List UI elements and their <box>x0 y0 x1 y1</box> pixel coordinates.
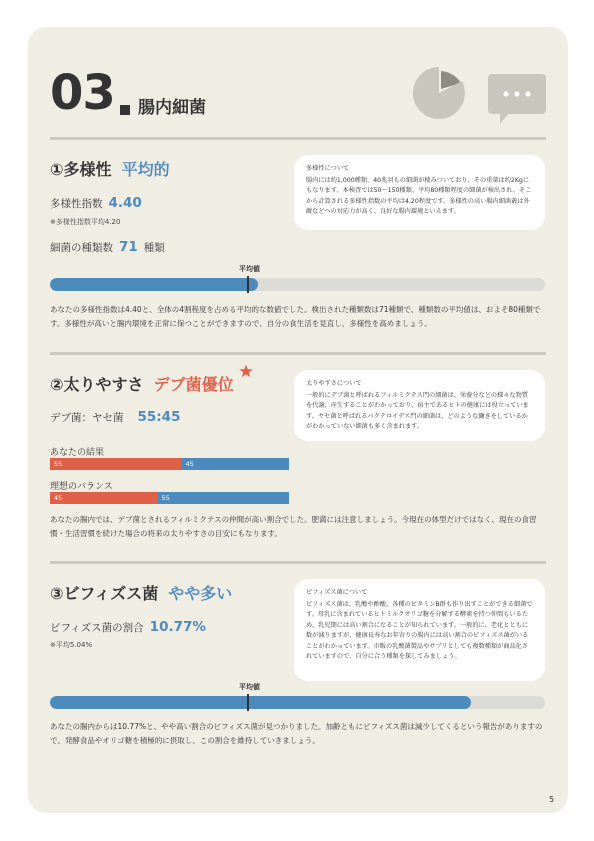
star-icon <box>239 364 253 378</box>
obesity-ratio <box>50 409 180 425</box>
result-bar-thin: 45 <box>181 458 289 470</box>
section-number: 03 <box>50 65 115 121</box>
ideal-bar-thin: 55 <box>158 492 289 504</box>
divider <box>50 137 546 140</box>
species-count-label: 細菌の種類数 <box>50 242 113 254</box>
bifido-ratio-value: 10.77% <box>149 619 206 635</box>
ideal-bar-fat: 45 <box>50 492 158 504</box>
result-bar <box>50 458 289 470</box>
bifido-ratio-label: ビフィズス菌の割合 <box>50 622 144 634</box>
result-label: あなたの結果 <box>50 448 105 458</box>
diversity-bar <box>50 278 545 291</box>
bifido-bar-fill <box>50 696 471 709</box>
section-number-dot <box>120 105 130 115</box>
bifido-ratio <box>50 619 206 635</box>
diversity-average-marker <box>247 276 249 293</box>
bifido-info-title: ビフィズス菌について <box>306 589 368 596</box>
bifido-heading <box>50 581 232 604</box>
ideal-bar <box>50 492 289 504</box>
bifido-average-marker <box>247 694 249 711</box>
speech-bubble-icon <box>488 74 546 128</box>
diversity-info-box <box>294 155 545 230</box>
diversity-paragraph: あなたの多様性指数は4.40と、全体の4割程度を占める平均的な数値でした。検出された種類数は71種類で、種類数の平均値は、およそ80種類です。多様性が高いと腸内環境を正常に保つことができますので、自分の食生活を見直し、多様性を高めましょう。 <box>50 305 541 328</box>
ideal-label: 理想のバランス <box>50 482 113 492</box>
diversity-index-value: 4.40 <box>108 195 142 211</box>
pie-chart-icon <box>413 57 465 121</box>
obesity-ratio-label: デブ菌：ヤセ菌 <box>50 412 124 424</box>
bifido-average-label: 平均値 <box>239 683 260 691</box>
obesity-ratio-value: 55:45 <box>137 409 181 425</box>
species-count-unit: 種類 <box>143 242 165 254</box>
diversity-index-label: 多様性指数 <box>50 198 103 210</box>
bifido-paragraph: あなたの腸内からは10.77%と、やや高い割合のビフィズス菌が見つかりました。加齢ともにビフィズス菌は減少してくるという報告がありますので、発酵食品やオリゴ糖を積極的に摂取し、この割合を維持していきましょう。 <box>50 722 543 745</box>
obesity-heading <box>50 372 234 395</box>
page-card <box>28 27 568 813</box>
diversity-level: 平均的 <box>121 160 170 179</box>
obesity-level: デブ菌優位 <box>153 375 234 394</box>
bifido-bar <box>50 696 545 709</box>
bifido-info-body: ビフィズス菌は、乳酸や酢酸、各種のビタミンB群も作り出すことができる細菌です。母乳に含まれているヒトミルクオリゴ糖を分解する酵素を持つ仲間もいるため、乳児期には高い割合になることが知られています。一般的に、老化とともに数が減りますが、健康長寿なお年寄りの腸内には高い割合のビフィズス菌がいることがわかっています。市販の乳酸菌製品やサプリとしても複数種類が商品化されていますので、自分に合う種類を探してみましょう。 <box>306 600 533 660</box>
obesity-info-body: 一般的にデブ菌と呼ばれるフィルミクテス門の細菌は、栄養分などの様々な物質を代謝、産生することがわかっており、宿主であるヒトの健康には役立っています。ヤセ菌と呼ばれるバクテロイデス門の細菌は、どのような働きをしているかがわかっていない細菌も多く含まれます。 <box>306 391 529 430</box>
diversity-title: ①多様性 <box>50 160 112 179</box>
bifido-level: やや多い <box>168 584 233 603</box>
obesity-paragraph: あなたの腸内では、デブ菌とされるフィルミクテスの仲間が高い割合でした。肥満には注意しましょう。今現在の体型だけではなく、現在の食習慣・生活習慣を続けた場合の将来の太りやすさの目安にもなります。 <box>50 515 537 538</box>
divider <box>50 352 546 355</box>
diversity-index <box>50 195 142 211</box>
page-title: 腸内細菌 <box>138 98 206 118</box>
species-count-value: 71 <box>119 239 138 255</box>
diversity-info-body: 腸内には約1,000種類、40兆羽もの細菌が棲みついており、その重量は約2Kgにもなります。本検査では50〜150種類、平均80種類程度の細菌が検出され、そこから計算される多様性指数の平均は4.20程度です。多様性の高い腸内細菌叢は外敵などへの対応力が高く、良好な腸内環境といえます。 <box>306 176 532 215</box>
obesity-info-title: 太りやすさについて <box>306 380 362 387</box>
bifido-ratio-note: ※平均5.04% <box>50 641 93 649</box>
diversity-heading <box>50 157 170 180</box>
diversity-info-title: 多様性について <box>306 165 350 172</box>
bifido-title: ③ビフィズス菌 <box>50 584 159 603</box>
species-count <box>50 239 165 255</box>
bifido-info-box <box>294 579 545 681</box>
divider <box>50 561 546 564</box>
diversity-index-note: ※多様性指数平均4.20 <box>50 218 121 226</box>
obesity-info-box <box>294 370 545 441</box>
obesity-title: ②太りやすさ <box>50 375 144 394</box>
result-bar-fat: 55 <box>50 458 181 470</box>
page-number: 5 <box>549 795 555 804</box>
diversity-bar-fill <box>50 278 258 291</box>
diversity-average-label: 平均値 <box>239 265 260 273</box>
